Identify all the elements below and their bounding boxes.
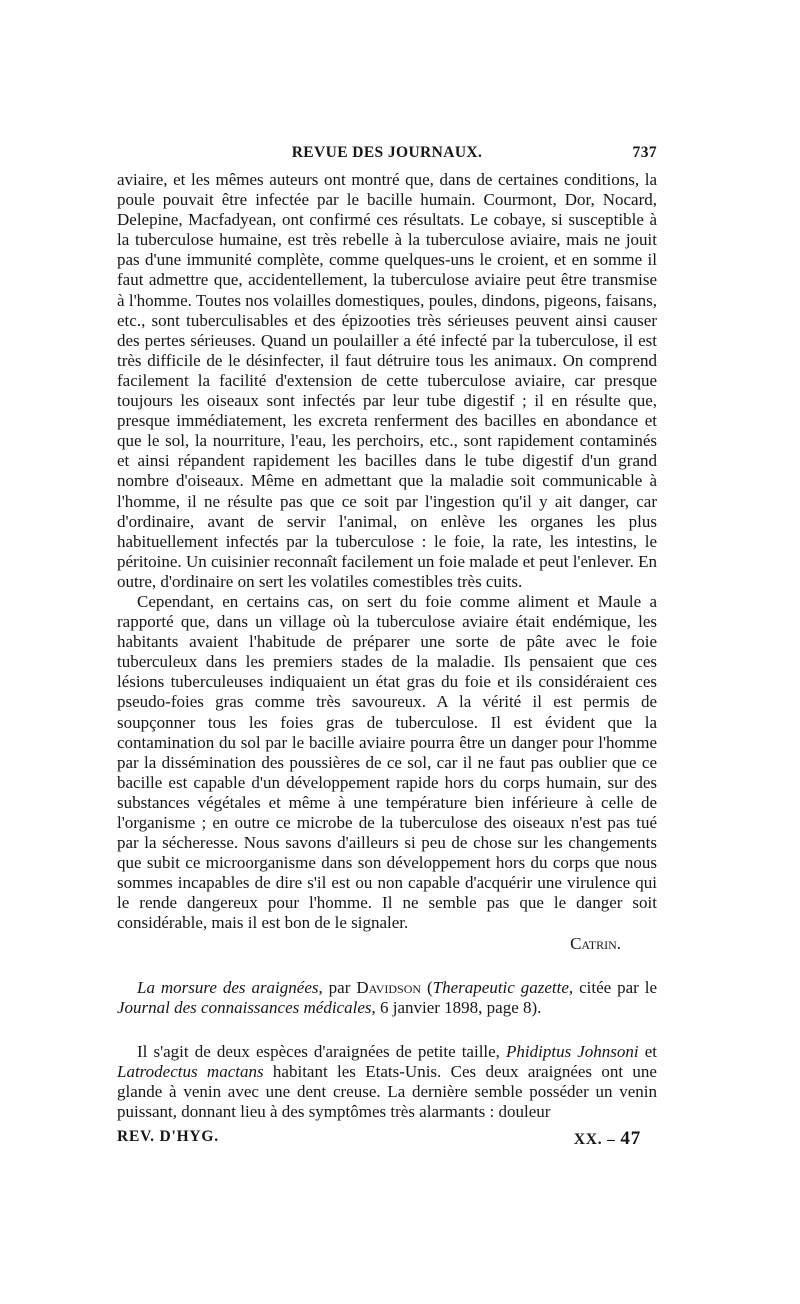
body-text-3: habitant les Etats-Unis. Ces deux araignées ont une glande à venin avec une dent creuse. La dernière semble posséder un venin puissant, donnant lieu à des symptômes très alarmants : douleur [117,1061,657,1122]
author-signature: Catrin. [570,933,621,953]
paragraph-continuation: aviaire, et les mêmes auteurs ont montré que, dans de certaines conditions, la poule pouvait être infectée par le bacille humain. Courmont, Dor, Nocard, Delepine, Macfadyean, ont confirmé ces résultats. Le cobaye, si susceptible à la tuberculose humaine, est très rebelle à la tuberculose aviaire, mais ne jouit pas d'une immunité complète, comme quelques-uns le croient, et en somme il faut admettre que, accidentellement, la tuberculose aviaire peut être transmise à l'homme. Toutes nos volailles domestiques, poules, dindons, pigeons, faisans, etc., sont tuberculisables et des épizooties très sérieuses peuvent ainsi causer des pertes sérieuses. Quand un poulailler a été infecté par la tuberculose, il est très difficile de le désinfecter, il faut détruire tous les animaux. On comprend facilement la facilité d'extension de cette tuberculose aviaire, car presque toujours les oiseaux sont infectés par leur tube digestif ; il en résulte que, presque immédiatement, les excreta renferment des bacilles en abondance et que le sol, la nourriture, l'eau, les perchoirs, etc., sont rapidement contaminés et ainsi répandent rapidement les bacilles dans le tube digestif d'un grand nombre d'oiseaux. Même en admettant que la maladie soit communicable à l'homme, il ne résulte pas que ce soit par l'ingestion qu'il y ait danger, car d'ordinaire, avant de servir l'animal, on enlève les organes les plus habituellement infectés par la tuberculose : le foie, la rate, les intestins, le péritoine. Un cuisinier reconnaît facilement un foie malade et peut l'enlever. En outre, d'ordinaire on sert les volatiles comestibles très cuits. [117,170,657,591]
running-title: REVUE DES JOURNAUX. [291,144,483,161]
page-header [117,140,657,170]
article-par: , par [318,977,357,997]
body-text-2: et [638,1041,657,1061]
species-latrodectus: Latrodectus mactans [117,1061,264,1081]
article-title: La morsure des araignées [137,977,319,997]
article-date: , 6 janvier 1898, page 8). [371,997,542,1017]
article-open-paren: ( [421,977,433,997]
sheet-number: 47 [620,1128,641,1150]
body-text-1: Il s'agit de deux espèces d'araignées de petite taille, [137,1041,507,1061]
article-source: Therapeutic gazette [432,977,569,997]
page-number: 737 [632,144,657,161]
volume-number: XX. – [573,1131,616,1149]
signature-mark [574,1128,641,1150]
journal-abbrev: REV. D'HYG. [117,1128,219,1146]
paragraph-cependant: Cependant, en certains cas, on sert du foie comme aliment et Maule a rapporté que, dans un village où la tuberculose aviaire était endémique, les habitants avaient l'habitude de préparer une sorte de pâte avec le foie tuberculeux dans les premiers stades de la maladie. Ils pensaient que ces lésions tuberculeuses indiquaient un état gras du foie et ils considéraient ces pseudo-foies gras comme très savoureux. A la vérité il est permis de soupçonner tous les foies gras de tuberculose. Il est évident que la contamination du sol par le bacille aviaire pourra être un danger pour l'homme par la dissémination des poussières de ce sol, car il ne faut pas oublier que ce bacille est capable d'un développement rapide hors du corps humain, sur des substances végétales et même à une température bien inférieure à celle de l'organisme ; en outre ce microbe de la tuberculose des oiseaux n'est pas tué par la sécheresse. Nous savons d'ailleurs si peu de chose sur les changements que subit ce microorganisme dans son développement hors du corps que nous sommes incapables de dire s'il est ou non capable d'acquérir une virulence qui le rende dangereux pour l'homme. Il ne semble pas que le danger soit considérable, mais il est bon de le signaler. [117,591,657,933]
article-journal: Journal des connaissances médicales [117,997,372,1017]
article-cited: , citée par le [568,977,658,997]
page-footer [117,1124,657,1150]
article-body [117,1042,657,1122]
article-heading [117,978,657,1018]
article-author: Davidson [356,977,422,997]
species-phidiptus: Phidiptus Johnsoni [506,1041,639,1061]
page [117,140,657,1150]
